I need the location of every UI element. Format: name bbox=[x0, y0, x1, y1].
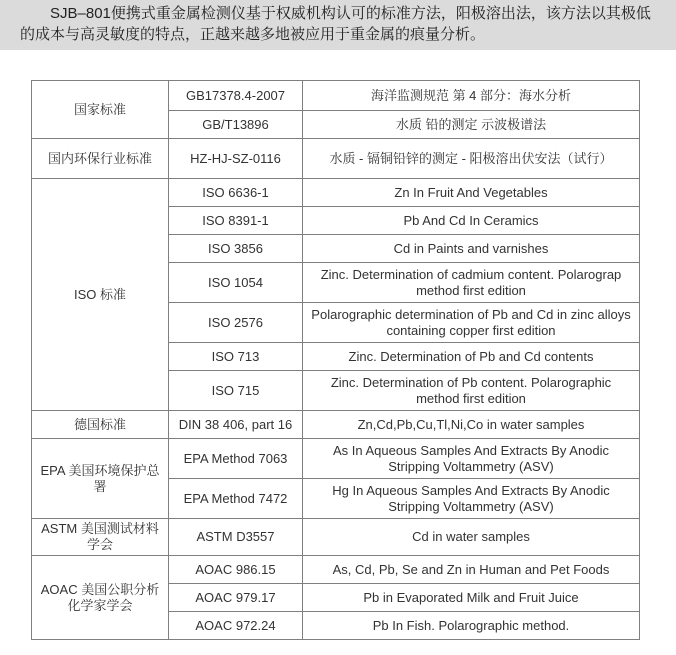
desc-cell: Pb And Cd In Ceramics bbox=[303, 207, 640, 235]
desc-cell: Zn In Fruit And Vegetables bbox=[303, 179, 640, 207]
table-row bbox=[32, 519, 640, 556]
code-cell: ISO 3856 bbox=[169, 235, 303, 263]
code-cell: HZ-HJ-SZ-0116 bbox=[169, 139, 303, 179]
desc-cell: Zinc. Determination of Pb and Cd contents bbox=[303, 343, 640, 371]
code-cell: ASTM D3557 bbox=[169, 519, 303, 556]
code-cell: GB17378.4-2007 bbox=[169, 81, 303, 111]
table-row bbox=[32, 81, 640, 111]
standards-table-container bbox=[31, 80, 676, 640]
code-cell: GB/T13896 bbox=[169, 111, 303, 139]
code-cell: ISO 713 bbox=[169, 343, 303, 371]
category-cell: ISO 标准 bbox=[32, 179, 169, 411]
code-cell: AOAC 979.17 bbox=[169, 584, 303, 612]
code-cell: EPA Method 7472 bbox=[169, 479, 303, 519]
code-cell: AOAC 986.15 bbox=[169, 556, 303, 584]
desc-cell: Zn,Cd,Pb,Cu,Tl,Ni,Co in water samples bbox=[303, 411, 640, 439]
code-cell: ISO 715 bbox=[169, 371, 303, 411]
desc-cell: Polarographic determination of Pb and Cd in zinc alloys containing copper first edition bbox=[303, 303, 640, 343]
standards-table bbox=[31, 80, 640, 640]
desc-cell: Pb In Fish. Polarographic method. bbox=[303, 612, 640, 640]
category-cell: 国家标准 bbox=[32, 81, 169, 139]
table-row bbox=[32, 556, 640, 584]
table-row bbox=[32, 179, 640, 207]
code-cell: ISO 6636-1 bbox=[169, 179, 303, 207]
code-cell: ISO 2576 bbox=[169, 303, 303, 343]
desc-cell: As In Aqueous Samples And Extracts By Anodic Stripping Voltammetry (ASV) bbox=[303, 439, 640, 479]
desc-cell: 水质 - 镉铜铅锌的测定 - 阳极溶出伏安法（试行） bbox=[303, 139, 640, 179]
desc-cell: As, Cd, Pb, Se and Zn in Human and Pet Foods bbox=[303, 556, 640, 584]
desc-cell: Cd in water samples bbox=[303, 519, 640, 556]
code-cell: DIN 38 406, part 16 bbox=[169, 411, 303, 439]
code-cell: AOAC 972.24 bbox=[169, 612, 303, 640]
category-cell: 国内环保行业标准 bbox=[32, 139, 169, 179]
code-cell: EPA Method 7063 bbox=[169, 439, 303, 479]
category-cell: ASTM 美国测试材料学会 bbox=[32, 519, 169, 556]
table-row bbox=[32, 139, 640, 179]
intro-paragraph: SJB–801便携式重金属检测仪基于权威机构认可的标准方法，阳极溶出法，该方法以其极低的成本与高灵敏度的特点，正越来越多地被应用于重金属的痕量分析。 bbox=[0, 0, 676, 50]
category-cell: 德国标准 bbox=[32, 411, 169, 439]
desc-cell: Pb in Evaporated Milk and Fruit Juice bbox=[303, 584, 640, 612]
table-row bbox=[32, 411, 640, 439]
category-cell: AOAC 美国公职分析化学家学会 bbox=[32, 556, 169, 640]
code-cell: ISO 1054 bbox=[169, 263, 303, 303]
category-cell: EPA 美国环境保护总署 bbox=[32, 439, 169, 519]
desc-cell: Cd in Paints and varnishes bbox=[303, 235, 640, 263]
table-row bbox=[32, 439, 640, 479]
desc-cell: 海洋监测规范 第 4 部分：海水分析 bbox=[303, 81, 640, 111]
desc-cell: Zinc. Determination of cadmium content. Polarograp method first edition bbox=[303, 263, 640, 303]
desc-cell: Zinc. Determination of Pb content. Polarographic method first edition bbox=[303, 371, 640, 411]
desc-cell: 水质 铅的测定 示波极谱法 bbox=[303, 111, 640, 139]
code-cell: ISO 8391-1 bbox=[169, 207, 303, 235]
desc-cell: Hg In Aqueous Samples And Extracts By Anodic Stripping Voltammetry (ASV) bbox=[303, 479, 640, 519]
